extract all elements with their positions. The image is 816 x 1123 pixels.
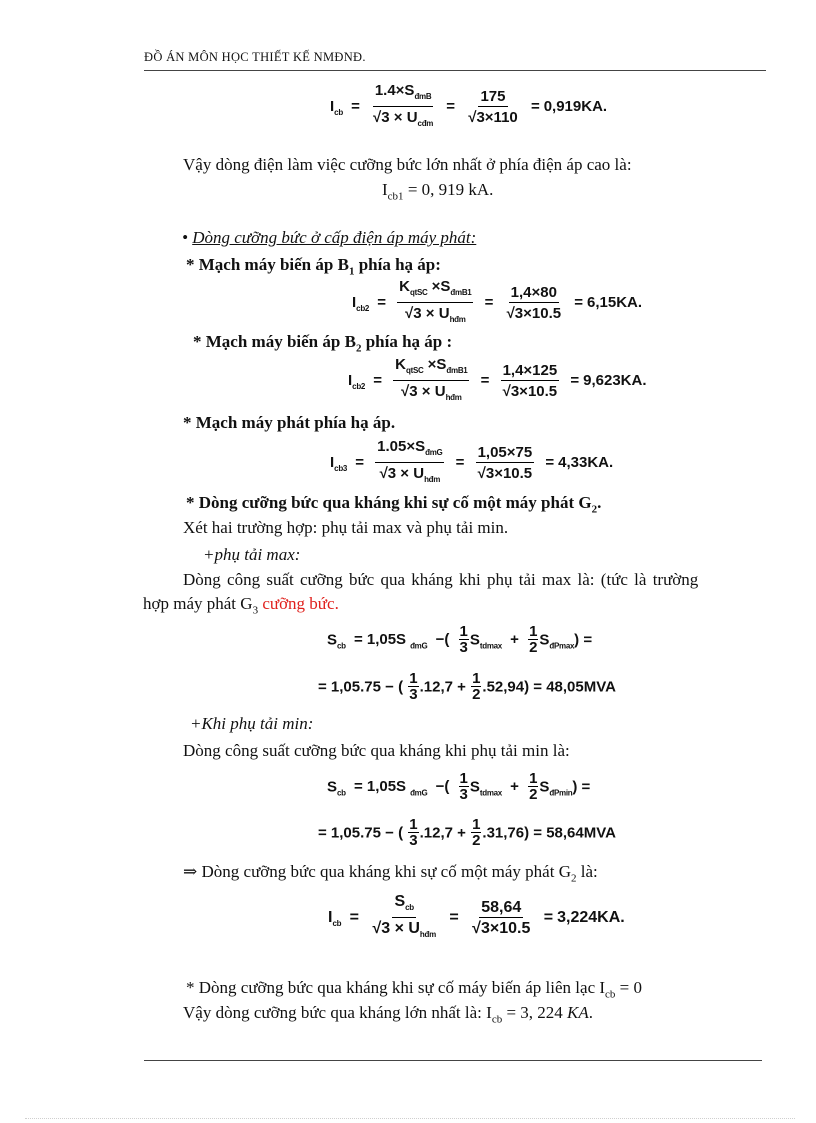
header-rule [144,70,766,71]
equation-scb-max: $S_{cb} = 1,05S$ $_{đmG}$ −( $\frac{1}{3}$ $S_{tdmax}$ + $\frac{1}{2}$ $S_{đPmax}$) = [327,623,593,656]
heading-b2-lowside: * Mạch máy biến áp $B_2$ phía hạ áp : [193,332,453,355]
equation-icb-high: $I_{cb}$ = $\frac{1.4\times S_{đmB}}{√3 \times U_{cđm}}$ = $\frac{175}{√3\times 110}$ = 0,919KA. [330,82,608,128]
page-header: ĐỒ ÁN MÔN HỌC THIẾT KẾ NMĐNĐ. [144,50,366,64]
section-generator-voltage: • Dòng cưỡng bức ở cấp điện áp máy phát: [182,228,477,247]
equation-scb-min-result: = 1,05.75 − ( $\frac{1}{3}$ .12,7 + $\frac{1}{2}$ .31,76) = 58,64MVA [318,816,616,849]
equation-scb-min: $S_{cb} = 1,05S$ $_{đmG}$ −( $\frac{1}{3}$ $S_{tdmax}$ + $\frac{1}{2}$ $S_{đPmin}$) = [327,770,591,803]
value-icb1: $I_{cb1} = 0$, 919 kA. [382,180,494,203]
equation-scb-max-result: = 1,05.75 − ( $\frac{1}{3}$ .12,7 + $\frac{1}{2}$ .52,94) = 48,05MVA [318,670,616,703]
paragraph-min-load: Dòng công suất cưỡng bức qua kháng khi phụ tải min là: [183,741,570,760]
case-max-label: +phụ tải max: [203,545,301,564]
paragraph-max-reactor-current: Vậy dòng cưỡng bức qua kháng lớn nhất là: $I_{cb} = 3$, 224 KA. [183,1003,594,1026]
bullet-icon: • [182,228,188,247]
equation-icb2-b1: $I_{cb2}$ = $\frac{K_{qtSC} \times S_{đmB1}}{√3 \times U_{hđm}}$ = $\frac{1,4\times 80}{√3\times 10.5}$ = 6,15KA. [352,278,643,324]
heading-reactor-fault-g2: * Dòng cưỡng bức qua kháng khi sự cố một máy phát $G_2$. [186,493,602,516]
paragraph-fault-g2-result: ⇒ Dòng cưỡng bức qua kháng khi sự cố một máy phát $G_2$ là: [183,862,598,885]
case-min-label: +Khi phụ tải min: [190,714,314,733]
paragraph-transformer-fault: * Dòng cưỡng bức qua kháng khi sự cố máy biến áp liên lạc $I_{cb} = 0$ [186,978,643,1001]
paragraph-high-voltage-conclusion: Vậy dòng điện làm việc cưỡng bức lớn nhất ở phía điện áp cao là: [183,155,632,174]
paragraph-two-cases: Xét hai trường hợp: phụ tải max và phụ tải min. [183,518,509,537]
equation-icb3-generator: $I_{cb3}$ = $\frac{1.05\times S_{đmG}}{√3 \times U_{hđm}}$ = $\frac{1,05\times 75}{√3\times 10.5}$ = 4,33KA. [330,438,614,484]
paragraph-max-load: Dòng công suất cưỡng bức qua kháng khi phụ tải max là: (tức là trường [183,570,699,589]
footer-rule [144,1060,762,1061]
paragraph-max-load-line2: hợp máy phát $G_3$ cưỡng bức. [143,594,339,617]
page-edge-dots [25,1118,795,1119]
heading-generator-lowside: * Mạch máy phát phía hạ áp. [183,413,396,432]
heading-b1-lowside: * Mạch máy biến áp $B_1$ phía hạ áp: [186,255,441,278]
equation-icb-reactor: $I_{cb}$ = $\frac{S_{cb}}{√3 \times U_{hđm}}$ = $\frac{58,64}{√3\times 10.5}$ = 3,224KA. [328,893,625,939]
highlight-forced: cưỡng bức. [262,594,339,613]
equation-icb2-b2: $I_{cb2}$ = $\frac{K_{qtSC} \times S_{đmB1}}{√3 \times U_{hđm}}$ = $\frac{1,4\times 125}{√3\times 10.5}$ = 9,623KA. [348,356,647,402]
